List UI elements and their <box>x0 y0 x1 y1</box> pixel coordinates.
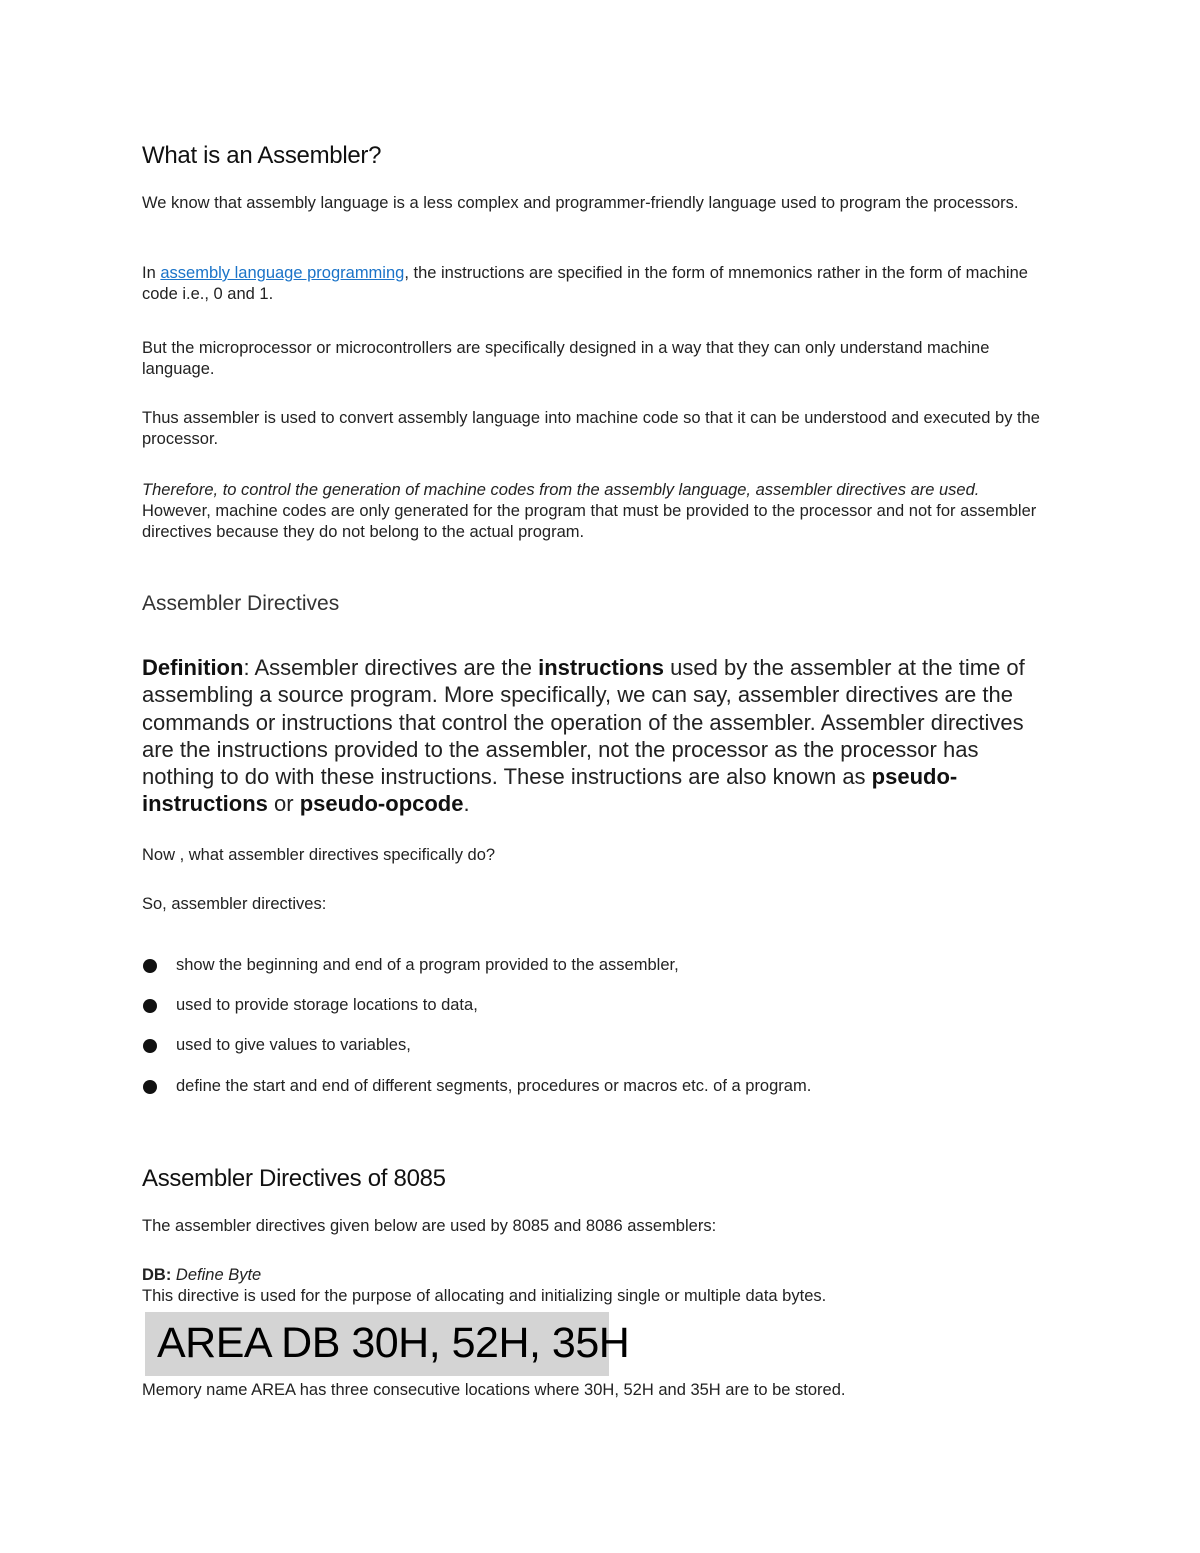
paragraph-mnemonics-suffix: , the instructions are specified in the form of mnemonics rather in the form of machine code i.e., 0 and 1. <box>142 264 1028 303</box>
code-example-text: AREA DB 30H, 52H, 35H <box>157 1319 630 1367</box>
definition-text-4: . <box>463 791 470 817</box>
heading-what-is-assembler: What is an Assembler? <box>142 142 382 169</box>
paragraph-mnemonics-prefix: In <box>142 264 161 282</box>
list-item-text: show the beginning and end of a program provided to the assembler, <box>176 956 679 974</box>
list-item-text: define the start and end of different segments, procedures or macros etc. of a program. <box>176 1077 812 1095</box>
paragraph-directives-control <box>142 480 1052 543</box>
assembly-language-programming-link[interactable]: assembly language programming <box>160 264 405 282</box>
italic-therefore: Therefore, to control the generation of machine codes from the assembly language, assembler directives are used. <box>142 481 980 499</box>
bullet-icon <box>143 1039 157 1053</box>
db-definition <box>142 1265 1052 1307</box>
definition-label: Definition <box>142 655 244 680</box>
paragraph-intro: We know that assembly language is a less complex and programmer-friendly language used to program the processors. <box>142 194 1019 212</box>
paragraph-machine-language: But the microprocessor or microcontrollers are specifically designed in a way that they can only understand machine language. <box>142 339 990 378</box>
paragraph-8085: The assembler directives given below are used by 8085 and 8086 assemblers: <box>142 1217 717 1235</box>
bullet-icon <box>143 999 157 1013</box>
definition-paragraph <box>142 654 1052 818</box>
paragraph-convert: Thus assembler is used to convert assembly language into machine code so that it can be understood and executed by the processor. <box>142 409 1040 448</box>
heading-assembler-directives: Assembler Directives <box>142 592 340 615</box>
db-label: DB: <box>142 1266 172 1284</box>
definition-text-3: or <box>267 791 300 817</box>
term-pseudo-instructions: pseudo-instructions <box>142 764 958 817</box>
term-pseudo-opcode: pseudo-opcode <box>299 791 464 817</box>
heading-8085-directives: Assembler Directives of 8085 <box>142 1165 446 1192</box>
bullet-icon <box>143 959 157 973</box>
paragraph-mnemonics <box>142 263 1052 305</box>
paragraph-list-intro: So, assembler directives: <box>142 895 327 913</box>
db-description: This directive is used for the purpose of allocating and initializing single or multiple data bytes. <box>142 1287 827 1305</box>
definition-text-1: : Assembler directives are the <box>243 655 539 680</box>
term-instructions: instructions <box>538 655 665 680</box>
paragraph-however: However, machine codes are only generated for the program that must be provided to the processor and not for assembler directives because they do not belong to the actual program. <box>142 502 1037 541</box>
code-example <box>145 1312 630 1376</box>
list-item-text: used to give values to variables, <box>176 1036 411 1054</box>
paragraph-question: Now , what assembler directives specifically do? <box>142 846 496 864</box>
db-note: Memory name AREA has three consecutive locations where 30H, 52H and 35H are to be stored. <box>142 1381 846 1399</box>
bullet-icon <box>143 1080 157 1094</box>
db-name: Define Byte <box>175 1266 262 1284</box>
list-item-text: used to provide storage locations to data, <box>176 996 478 1014</box>
definition-text-2: used by the assembler at the time of assembling a source program. More specifically, we can say, assembler directives are the commands or instructions that control the operation of the assembler. Assembler directives are the instructions provided to the assembler, not the processor as the processor has nothing to do with these instructions. These instructions are also known as <box>142 655 1025 790</box>
